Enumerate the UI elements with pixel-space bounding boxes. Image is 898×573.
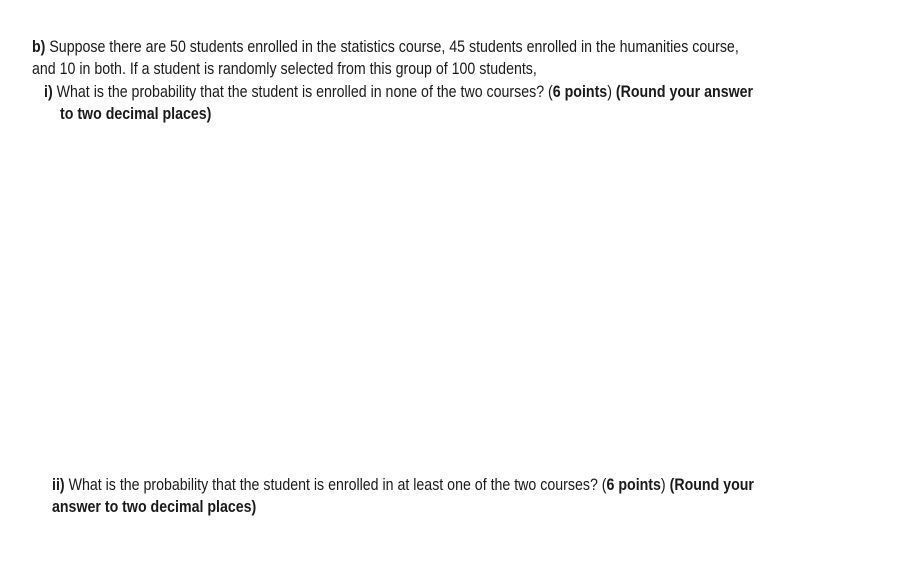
part-b-text-2: and 10 in both. If a student is randomly selected from this group of 100 students,: [32, 60, 537, 78]
part-b-line-2: [32, 59, 537, 79]
part-b-label: b): [32, 38, 46, 56]
question-i-text: What is the probability that the student is enrolled in none of the two courses? (: [56, 83, 553, 101]
question-i-points: 6 points: [552, 83, 608, 101]
question-ii-round-2: answer to two decimal places): [52, 498, 257, 516]
question-i-round-1: (Round your answer: [615, 83, 754, 101]
question-i-line-2: [60, 104, 211, 124]
question-ii-round-1: (Round your: [669, 476, 754, 494]
question-i-line-1: [44, 82, 753, 102]
question-ii-line-1: [52, 475, 754, 495]
part-b-text-1: Suppose there are 50 students enrolled in the statistics course, 45 students enrolled in the humanities course,: [49, 38, 739, 56]
question-ii-close-paren: ): [660, 476, 666, 494]
question-ii-text: What is the probability that the student is enrolled in at least one of the two courses? (: [68, 476, 607, 494]
question-ii-points: 6 points: [606, 476, 661, 494]
question-i-round-2: to two decimal places): [60, 105, 212, 123]
question-ii-label: ii): [52, 476, 65, 494]
question-ii-line-2: [52, 497, 256, 517]
question-i-label: i): [44, 83, 53, 101]
part-b-line-1: [32, 37, 739, 57]
question-i-close-paren: ): [607, 83, 612, 101]
